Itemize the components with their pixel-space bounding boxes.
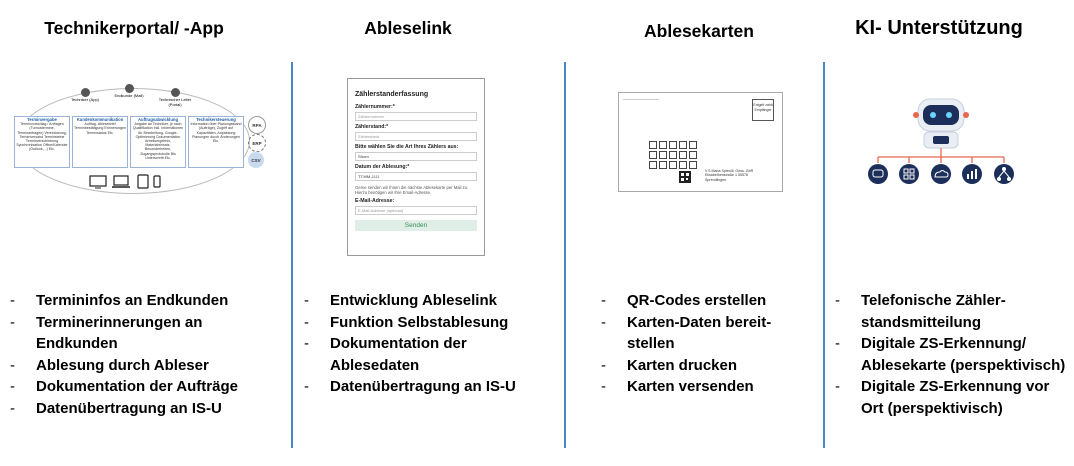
list-item: - Entwicklung Ableselink	[304, 290, 559, 312]
meter-type-label: Bitte wählen Sie die Art Ihres Zählers aus:	[355, 144, 459, 150]
list-item: - Datenübertragung an IS-U	[304, 376, 559, 398]
column-title: KI- Unterstützung	[855, 17, 1023, 39]
chat-node-icon	[868, 164, 888, 184]
portal-diagram	[8, 82, 270, 194]
recipient-address: V.S Maria Sprenill, Gess. GbR Elisabethenstraße 1 55576 Sprendlingen	[705, 169, 754, 182]
qr-code-icon	[679, 171, 691, 183]
postage-stamp: Entgelt zahlt Empfänger	[752, 99, 774, 121]
column-title: Ableselink	[364, 18, 452, 38]
erp-badge: ERP	[248, 134, 266, 152]
network-node-icon	[994, 164, 1014, 184]
person-manager: Technischer Leiter (Portal)	[158, 88, 192, 107]
bullet-list	[835, 290, 1070, 420]
box-technikersteuerung: Technikersteuerung Information über Planungsstand (Aufträge), Zugriff auf Kapazitäten, Anpassung Planungen durch Änderungen Etc.	[188, 116, 244, 168]
column-title: Technikerportal/ -App	[44, 18, 224, 38]
list-item: - Ablesung durch Ableser	[10, 355, 265, 377]
meter-reading-input[interactable]: Zählerstand	[355, 132, 477, 141]
rpa-badge: RPA	[248, 116, 266, 134]
reading-date-input[interactable]: TT.MM.JJJJ	[355, 172, 477, 181]
grid-node-icon	[899, 164, 919, 184]
cloud-node-icon	[931, 164, 951, 184]
form-heading: Zählerstanderfassung	[355, 91, 429, 98]
list-item: - QR-Codes erstellen	[601, 290, 816, 312]
email-note: Gerne senden wir Ihnen die nächste Ablesekarte per Mail zu. Hierzu benötigen wir Ihre Email-Adresse.	[355, 185, 469, 195]
box-auftragsabwicklung: Auftragsabwicklung Angabe an Techniker, je nach Qualifikation Inkl. Informationen für Bearbeitung, Google-Optimierung Dokumentation Arbeitsergebnis, Materialeinsatz, Besonderheiten, Zugangsprotokolle Bis Unterschrift Etc.	[130, 116, 186, 168]
meter-number-label: Zählernummer:*	[355, 104, 395, 110]
digit-grid	[649, 141, 697, 169]
box-terminvergabe: Terminvergabe Terminvorschlag / Anfragen (Turnustermine, Terminanfragen) Vereinbarung, Terminversand Terminsteine Terminverschiebung Synchronisation Office/Kalender (Outlook,...) Etc.	[14, 116, 70, 168]
reading-card	[618, 92, 783, 192]
column-ki	[824, 0, 1074, 466]
list-item: - Karten-Daten bereit-stellen	[601, 312, 816, 355]
robot-icon	[913, 99, 969, 148]
list-item: - Digitale ZS-Erkennung/ Ablesekarte (perspektivisch)	[835, 333, 1070, 376]
column-ablesekarten	[565, 0, 823, 466]
connector-lines	[878, 148, 1004, 163]
bullet-list	[10, 290, 265, 420]
meter-reading-label: Zählerstand:*	[355, 124, 389, 130]
list-item: - Karten versenden	[601, 376, 816, 398]
bullet-list	[304, 290, 559, 398]
ai-robot-diagram	[866, 95, 1016, 190]
box-kundenkommunikation: Kundenkommunikation Auftrag, Ablesebrief Terminbestätigung Erinnerungen Terminstatus Etc.	[72, 116, 128, 168]
list-item: - Funktion Selbstablesung	[304, 312, 559, 334]
meter-number-input[interactable]: Zählernummer	[355, 112, 477, 121]
submit-button[interactable]: Senden	[355, 220, 477, 231]
bullet-list	[601, 290, 816, 398]
person-customer: Endkunde (Mail)	[114, 84, 144, 99]
list-item: - Terminerinnerungen an Endkunden	[10, 312, 265, 355]
column-title: Ablesekarten	[644, 21, 754, 41]
list-item: - Termininfos an Endkunden	[10, 290, 265, 312]
list-item: - Telefonische Zähler-standsmitteilung	[835, 290, 1070, 333]
meter-type-select[interactable]: Strom	[355, 152, 477, 161]
csv-badge: CSV	[248, 152, 264, 168]
list-item: - Datenübertragung an IS-U	[10, 398, 265, 420]
person-technician: Techniker (App)	[70, 88, 100, 103]
column-technikerportal	[0, 0, 268, 466]
list-item: - Digitale ZS-Erkennung vor Ort (perspektivisch)	[835, 376, 1070, 419]
list-item: - Dokumentation der Aufträge	[10, 376, 265, 398]
list-item: - Karten drucken	[601, 355, 816, 377]
meter-reading-form	[347, 78, 485, 256]
list-item: - Dokumentation der Ablesedaten	[304, 333, 559, 376]
sender-block	[623, 99, 659, 130]
email-label: E-Mail-Adresse:	[355, 198, 395, 204]
devices-icon	[88, 174, 178, 190]
reading-date-label: Datum der Ablesung:*	[355, 164, 410, 170]
email-input[interactable]: E-Mail-Adresse (optional)	[355, 206, 477, 215]
chart-node-icon	[962, 164, 982, 184]
